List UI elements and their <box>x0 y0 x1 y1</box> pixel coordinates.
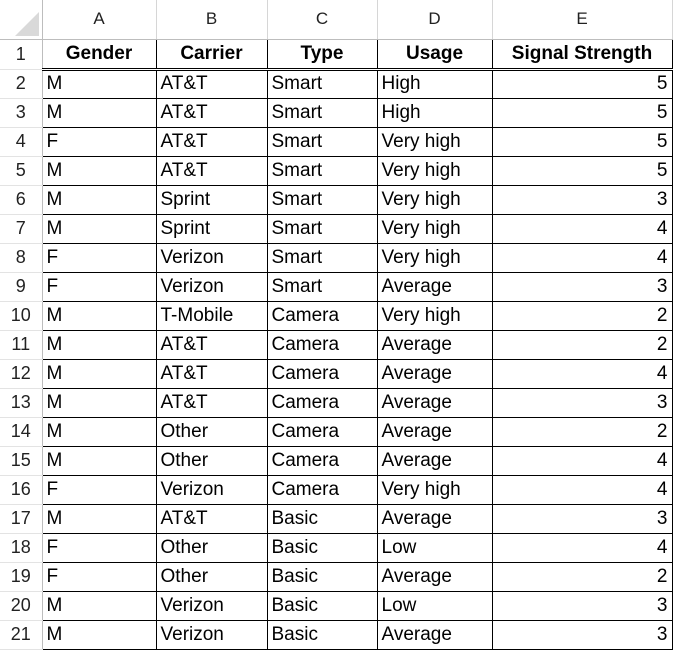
cell-a16[interactable]: F <box>42 475 156 504</box>
column-header-c[interactable]: C <box>267 0 377 39</box>
cell-b12[interactable]: AT&T <box>156 359 267 388</box>
column-header-row <box>0 0 672 39</box>
column-header-a[interactable]: A <box>42 0 156 39</box>
header-cell-d[interactable]: Usage <box>377 39 492 69</box>
cell-d16[interactable]: Very high <box>377 475 492 504</box>
cell-b15[interactable]: Other <box>156 446 267 475</box>
cell-b5[interactable]: AT&T <box>156 156 267 185</box>
cell-b2[interactable]: AT&T <box>156 69 267 98</box>
cell-a2[interactable]: M <box>42 69 156 98</box>
cell-d20[interactable]: Low <box>377 591 492 620</box>
header-cell-b[interactable]: Carrier <box>156 39 267 69</box>
select-all-corner[interactable] <box>0 0 42 39</box>
cell-e10[interactable]: 2 <box>492 301 672 330</box>
table-row <box>0 446 672 475</box>
cell-e13[interactable]: 3 <box>492 388 672 417</box>
cell-d19[interactable]: Average <box>377 562 492 591</box>
cell-b13[interactable]: AT&T <box>156 388 267 417</box>
cell-a12[interactable]: M <box>42 359 156 388</box>
row-header-1[interactable]: 1 <box>0 39 42 69</box>
cell-d3[interactable]: High <box>377 98 492 127</box>
cell-c2[interactable]: Smart <box>267 69 377 98</box>
cell-a7[interactable]: M <box>42 214 156 243</box>
cell-d18[interactable]: Low <box>377 533 492 562</box>
cell-c5[interactable]: Smart <box>267 156 377 185</box>
cell-b18[interactable]: Other <box>156 533 267 562</box>
header-cell-e[interactable]: Signal Strength <box>492 39 672 69</box>
row-header-2[interactable]: 2 <box>0 69 42 98</box>
cell-e2[interactable]: 5 <box>492 69 672 98</box>
table-row <box>0 504 672 533</box>
table-row <box>0 562 672 591</box>
cell-d2[interactable]: High <box>377 69 492 98</box>
cell-d8[interactable]: Very high <box>377 243 492 272</box>
cell-e14[interactable]: 2 <box>492 417 672 446</box>
cell-b14[interactable]: Other <box>156 417 267 446</box>
cell-e3[interactable]: 5 <box>492 98 672 127</box>
grid-body <box>0 39 672 649</box>
cell-b17[interactable]: AT&T <box>156 504 267 533</box>
cell-b16[interactable]: Verizon <box>156 475 267 504</box>
table-row <box>0 127 672 156</box>
cell-c21[interactable]: Basic <box>267 620 377 649</box>
cell-b20[interactable]: Verizon <box>156 591 267 620</box>
cell-c19[interactable]: Basic <box>267 562 377 591</box>
cell-c16[interactable]: Camera <box>267 475 377 504</box>
row-header-16[interactable]: 16 <box>0 475 42 504</box>
row-header-6[interactable]: 6 <box>0 185 42 214</box>
cell-b9[interactable]: Verizon <box>156 272 267 301</box>
row-header-17[interactable]: 17 <box>0 504 42 533</box>
cell-d21[interactable]: Average <box>377 620 492 649</box>
cell-a4[interactable]: F <box>42 127 156 156</box>
table-row <box>0 69 672 98</box>
row-header-4[interactable]: 4 <box>0 127 42 156</box>
table-row <box>0 591 672 620</box>
cell-b7[interactable]: Sprint <box>156 214 267 243</box>
header-row <box>0 39 672 69</box>
cell-a20[interactable]: M <box>42 591 156 620</box>
cell-d6[interactable]: Very high <box>377 185 492 214</box>
table-row <box>0 243 672 272</box>
cell-e9[interactable]: 3 <box>492 272 672 301</box>
row-header-10[interactable]: 10 <box>0 301 42 330</box>
column-header-e[interactable]: E <box>492 0 672 39</box>
cell-c10[interactable]: Camera <box>267 301 377 330</box>
cell-d5[interactable]: Very high <box>377 156 492 185</box>
cell-a11[interactable]: M <box>42 330 156 359</box>
cell-a13[interactable]: M <box>42 388 156 417</box>
table-row <box>0 301 672 330</box>
table-row <box>0 98 672 127</box>
row-header-9[interactable]: 9 <box>0 272 42 301</box>
column-header-b[interactable]: B <box>156 0 267 39</box>
cell-e6[interactable]: 3 <box>492 185 672 214</box>
header-cell-c[interactable]: Type <box>267 39 377 69</box>
cell-c17[interactable]: Basic <box>267 504 377 533</box>
row-header-19[interactable]: 19 <box>0 562 42 591</box>
cell-c20[interactable]: Basic <box>267 591 377 620</box>
cell-a3[interactable]: M <box>42 98 156 127</box>
cell-d17[interactable]: Average <box>377 504 492 533</box>
table-row <box>0 533 672 562</box>
cell-a5[interactable]: M <box>42 156 156 185</box>
row-header-15[interactable]: 15 <box>0 446 42 475</box>
row-header-13[interactable]: 13 <box>0 388 42 417</box>
cell-c6[interactable]: Smart <box>267 185 377 214</box>
cell-d15[interactable]: Average <box>377 446 492 475</box>
row-header-20[interactable]: 20 <box>0 591 42 620</box>
row-header-7[interactable]: 7 <box>0 214 42 243</box>
cell-e17[interactable]: 3 <box>492 504 672 533</box>
table-row <box>0 272 672 301</box>
row-header-3[interactable]: 3 <box>0 98 42 127</box>
cell-d4[interactable]: Very high <box>377 127 492 156</box>
row-header-14[interactable]: 14 <box>0 417 42 446</box>
cell-e20[interactable]: 3 <box>492 591 672 620</box>
row-header-8[interactable]: 8 <box>0 243 42 272</box>
cell-e15[interactable]: 4 <box>492 446 672 475</box>
cell-e21[interactable]: 3 <box>492 620 672 649</box>
cell-a6[interactable]: M <box>42 185 156 214</box>
table-row <box>0 156 672 185</box>
cell-c14[interactable]: Camera <box>267 417 377 446</box>
cell-c3[interactable]: Smart <box>267 98 377 127</box>
cell-c13[interactable]: Camera <box>267 388 377 417</box>
row-header-5[interactable]: 5 <box>0 156 42 185</box>
cell-c18[interactable]: Basic <box>267 533 377 562</box>
column-header-d[interactable]: D <box>377 0 492 39</box>
cell-a19[interactable]: F <box>42 562 156 591</box>
table-row <box>0 185 672 214</box>
cell-e12[interactable]: 4 <box>492 359 672 388</box>
table-row <box>0 620 672 649</box>
cell-d14[interactable]: Average <box>377 417 492 446</box>
cell-c9[interactable]: Smart <box>267 272 377 301</box>
row-header-11[interactable]: 11 <box>0 330 42 359</box>
cell-b3[interactable]: AT&T <box>156 98 267 127</box>
cell-e19[interactable]: 2 <box>492 562 672 591</box>
cell-a17[interactable]: M <box>42 504 156 533</box>
cell-b19[interactable]: Other <box>156 562 267 591</box>
cell-d13[interactable]: Average <box>377 388 492 417</box>
cell-b21[interactable]: Verizon <box>156 620 267 649</box>
cell-b11[interactable]: AT&T <box>156 330 267 359</box>
table-row <box>0 417 672 446</box>
cell-e16[interactable]: 4 <box>492 475 672 504</box>
row-header-18[interactable]: 18 <box>0 533 42 562</box>
cell-d12[interactable]: Average <box>377 359 492 388</box>
cell-d9[interactable]: Average <box>377 272 492 301</box>
row-header-12[interactable]: 12 <box>0 359 42 388</box>
select-all-icon <box>15 12 39 36</box>
cell-a14[interactable]: M <box>42 417 156 446</box>
cell-d10[interactable]: Very high <box>377 301 492 330</box>
table-row <box>0 214 672 243</box>
cell-a9[interactable]: F <box>42 272 156 301</box>
cell-a8[interactable]: F <box>42 243 156 272</box>
table-row <box>0 330 672 359</box>
cell-b10[interactable]: T-Mobile <box>156 301 267 330</box>
cell-b4[interactable]: AT&T <box>156 127 267 156</box>
cell-a21[interactable]: M <box>42 620 156 649</box>
cell-a15[interactable]: M <box>42 446 156 475</box>
cell-c8[interactable]: Smart <box>267 243 377 272</box>
cell-d7[interactable]: Very high <box>377 214 492 243</box>
cell-a18[interactable]: F <box>42 533 156 562</box>
table-row <box>0 475 672 504</box>
cell-e11[interactable]: 2 <box>492 330 672 359</box>
cell-d11[interactable]: Average <box>377 330 492 359</box>
cell-c4[interactable]: Smart <box>267 127 377 156</box>
cell-b6[interactable]: Sprint <box>156 185 267 214</box>
cell-b8[interactable]: Verizon <box>156 243 267 272</box>
cell-e4[interactable]: 5 <box>492 127 672 156</box>
header-cell-a[interactable]: Gender <box>42 39 156 69</box>
cell-c11[interactable]: Camera <box>267 330 377 359</box>
cell-e5[interactable]: 5 <box>492 156 672 185</box>
cell-e7[interactable]: 4 <box>492 214 672 243</box>
table-row <box>0 388 672 417</box>
cell-e8[interactable]: 4 <box>492 243 672 272</box>
cell-c7[interactable]: Smart <box>267 214 377 243</box>
table-row <box>0 359 672 388</box>
cell-c15[interactable]: Camera <box>267 446 377 475</box>
cell-a10[interactable]: M <box>42 301 156 330</box>
cell-e18[interactable]: 4 <box>492 533 672 562</box>
row-header-21[interactable]: 21 <box>0 620 42 649</box>
cell-c12[interactable]: Camera <box>267 359 377 388</box>
